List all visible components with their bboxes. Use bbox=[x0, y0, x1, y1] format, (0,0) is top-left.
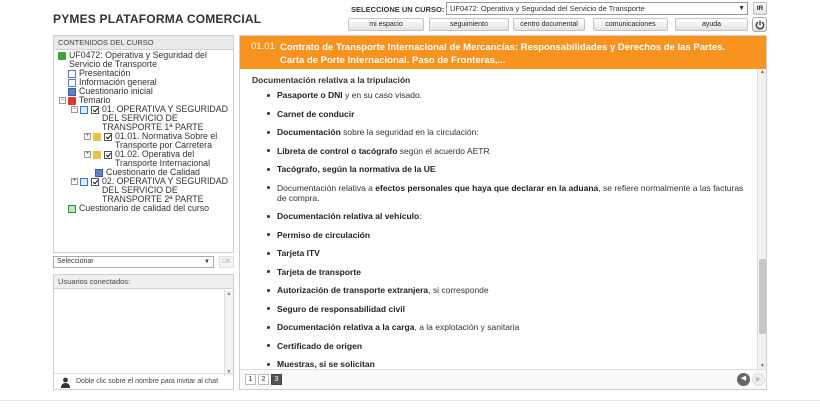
lesson-content bbox=[239, 35, 767, 390]
expand-icon[interactable]: + bbox=[85, 151, 90, 157]
lesson-number: 01.01 bbox=[251, 41, 275, 52]
next-page-button[interactable] bbox=[752, 373, 765, 386]
lesson-title: Contrato de Transporte Internacional de Mercancías: Responsabilidades y Derechos de las Partes. Carta de Porte Internacional. Paso de Fronteras,... bbox=[280, 42, 726, 66]
tree-item-course[interactable] bbox=[54, 51, 233, 69]
checkbox-checked-icon bbox=[104, 133, 112, 141]
tree-item-unit-01[interactable] bbox=[54, 105, 233, 132]
list-item: Autorización de transporte extranjera, si corresponde bbox=[252, 285, 752, 295]
footer-divider bbox=[0, 400, 820, 408]
previous-page-button[interactable] bbox=[737, 373, 750, 386]
course-contents-title: CONTENIDOS DEL CURSO bbox=[54, 36, 233, 50]
chevron-down-icon: ▼ bbox=[738, 5, 745, 12]
tree-item-label: Información general bbox=[79, 77, 157, 87]
document-list bbox=[252, 90, 752, 369]
tree-item-label: Cuestionario inicial bbox=[79, 86, 153, 96]
course-select[interactable] bbox=[446, 2, 748, 15]
chevron-down-icon: ▼ bbox=[204, 259, 210, 265]
unit-icon bbox=[80, 106, 88, 114]
nav-comunicaciones-button[interactable]: comunicaciones bbox=[593, 18, 668, 31]
tree-item-label: Cuestionario de Calidad bbox=[106, 167, 200, 177]
scroll-down-icon[interactable]: ▼ bbox=[760, 363, 765, 369]
expand-icon[interactable]: + bbox=[72, 178, 77, 184]
pagination bbox=[240, 369, 766, 389]
list-item: Documentación relativa a efectos personales que haya que declarar en la aduana, se refiere normalmente a las facturas de compra. bbox=[252, 183, 752, 203]
list-item: Documentación relativa al vehículo: bbox=[252, 211, 752, 221]
lesson-body bbox=[252, 75, 752, 378]
tree-item-label: 02. OPERATIVA Y SEGURIDAD DEL SERVICIO DE TRANSPORTE 2ª PARTE bbox=[102, 176, 228, 204]
nav-ayuda-button[interactable]: ayuda bbox=[675, 18, 748, 31]
list-item: Tacógrafo, según la normativa de la UE bbox=[252, 164, 752, 174]
checkbox-checked-icon bbox=[91, 178, 99, 186]
tree-item-label: 01.01. Normativa Sobre el Transporte por Carretera bbox=[115, 131, 218, 150]
book-icon bbox=[68, 97, 76, 105]
tree-item-01-01[interactable] bbox=[54, 132, 233, 150]
page-1-button[interactable]: 1 bbox=[245, 374, 256, 385]
sheet-icon bbox=[68, 205, 76, 213]
tree-item-label: UF0472: Operativa y Seguridad del Servicio de Transporte bbox=[69, 50, 207, 69]
list-item: Certificado de origen bbox=[252, 341, 752, 351]
arrow-right-icon: ▶ bbox=[755, 376, 762, 383]
list-item: Tarjeta de transporte bbox=[252, 267, 752, 277]
tree-item-unit-02[interactable] bbox=[54, 177, 233, 204]
lesson-title-bar bbox=[240, 36, 766, 69]
power-icon bbox=[755, 20, 765, 30]
document-icon bbox=[68, 70, 76, 78]
arrow-left-icon: ◀ bbox=[740, 375, 747, 382]
list-item: Seguro de responsabilidad civil bbox=[252, 304, 752, 314]
page-3-button[interactable]: 3 bbox=[271, 374, 282, 385]
brand-title: PYMES PLATAFORMA COMERCIAL bbox=[53, 12, 262, 26]
nav-centro-documental-button[interactable]: centro documental bbox=[513, 18, 585, 31]
tree-item-cuestionario-curso[interactable] bbox=[54, 204, 233, 213]
tree-item-label: 01.02. Operativa del Transporte Internacional bbox=[115, 149, 211, 168]
tree-item-label: Cuestionario de calidad del curso bbox=[79, 203, 210, 213]
folder-icon bbox=[93, 151, 101, 159]
connected-users-title: Usuarios conectados: bbox=[54, 275, 233, 289]
expand-icon[interactable]: + bbox=[85, 133, 90, 139]
list-item: Permiso de circulación bbox=[252, 230, 752, 240]
tree-item-label: Temario bbox=[79, 95, 111, 105]
course-tree bbox=[54, 51, 233, 213]
ok-button[interactable]: OK bbox=[219, 256, 234, 268]
course-select-value: UF0472: Operativa y Seguridad del Servicio de Transporte bbox=[450, 4, 645, 13]
content-scrollbar[interactable] bbox=[757, 69, 766, 369]
collapse-icon[interactable]: − bbox=[72, 106, 77, 112]
scroll-up-icon[interactable]: ▲ bbox=[226, 291, 232, 297]
section-select-value: Seleccionar bbox=[57, 258, 94, 265]
checkbox-checked-icon bbox=[91, 106, 99, 114]
nav-seguimiento-button[interactable]: seguimiento bbox=[429, 18, 509, 31]
folder-icon bbox=[93, 133, 101, 141]
go-button[interactable]: IR bbox=[753, 2, 767, 15]
list-item: Libreta de control o tacógrafo según el acuerdo AETR bbox=[252, 146, 752, 156]
checkbox-checked-icon bbox=[104, 151, 112, 159]
tree-item-label: 01. OPERATIVA Y SEGURIDAD DEL SERVICIO DE TRANSPORTE 1ª PARTE bbox=[102, 104, 228, 132]
tree-item-01-02[interactable] bbox=[54, 150, 233, 168]
list-item: Pasaporte o DNI y en su caso visado. bbox=[252, 90, 752, 100]
scroll-down-icon[interactable]: ▼ bbox=[226, 369, 232, 375]
list-item: Muestras, si se solicitan bbox=[252, 359, 752, 369]
person-icon bbox=[60, 377, 71, 388]
chat-hint bbox=[54, 373, 233, 389]
section-select[interactable] bbox=[53, 256, 214, 268]
course-select-label: SELECCIONE UN CURSO: bbox=[351, 5, 445, 14]
section-heading: Documentación relativa a la tripulación bbox=[252, 75, 411, 85]
document-icon bbox=[68, 79, 76, 87]
scroll-thumb[interactable] bbox=[759, 259, 766, 334]
tree-item-label: Presentación bbox=[79, 68, 131, 78]
list-item: Carnet de conducir bbox=[252, 109, 752, 119]
page-2-button[interactable]: 2 bbox=[258, 374, 269, 385]
course-contents-panel bbox=[53, 35, 234, 253]
cube-icon bbox=[58, 52, 66, 60]
unit-icon bbox=[80, 178, 88, 186]
logout-button[interactable] bbox=[752, 17, 767, 32]
quiz-icon bbox=[68, 88, 76, 96]
list-item: Tarjeta ITV bbox=[252, 248, 752, 258]
scroll-up-icon[interactable]: ▲ bbox=[760, 69, 765, 75]
list-item: Documentación sobre la seguridad en la circulación: bbox=[252, 127, 752, 137]
nav-mi-espacio-button[interactable]: mi espacio bbox=[348, 18, 424, 31]
list-item: Documentación relativa a la carga, a la explotación y sanitaria bbox=[252, 322, 752, 332]
users-scrollbar[interactable] bbox=[224, 290, 233, 376]
chat-hint-text: Doble clic sobre el nombre para invitar al chat bbox=[76, 378, 219, 385]
top-bar bbox=[0, 0, 820, 33]
connected-users-panel bbox=[53, 274, 234, 390]
collapse-icon[interactable]: − bbox=[60, 97, 65, 103]
